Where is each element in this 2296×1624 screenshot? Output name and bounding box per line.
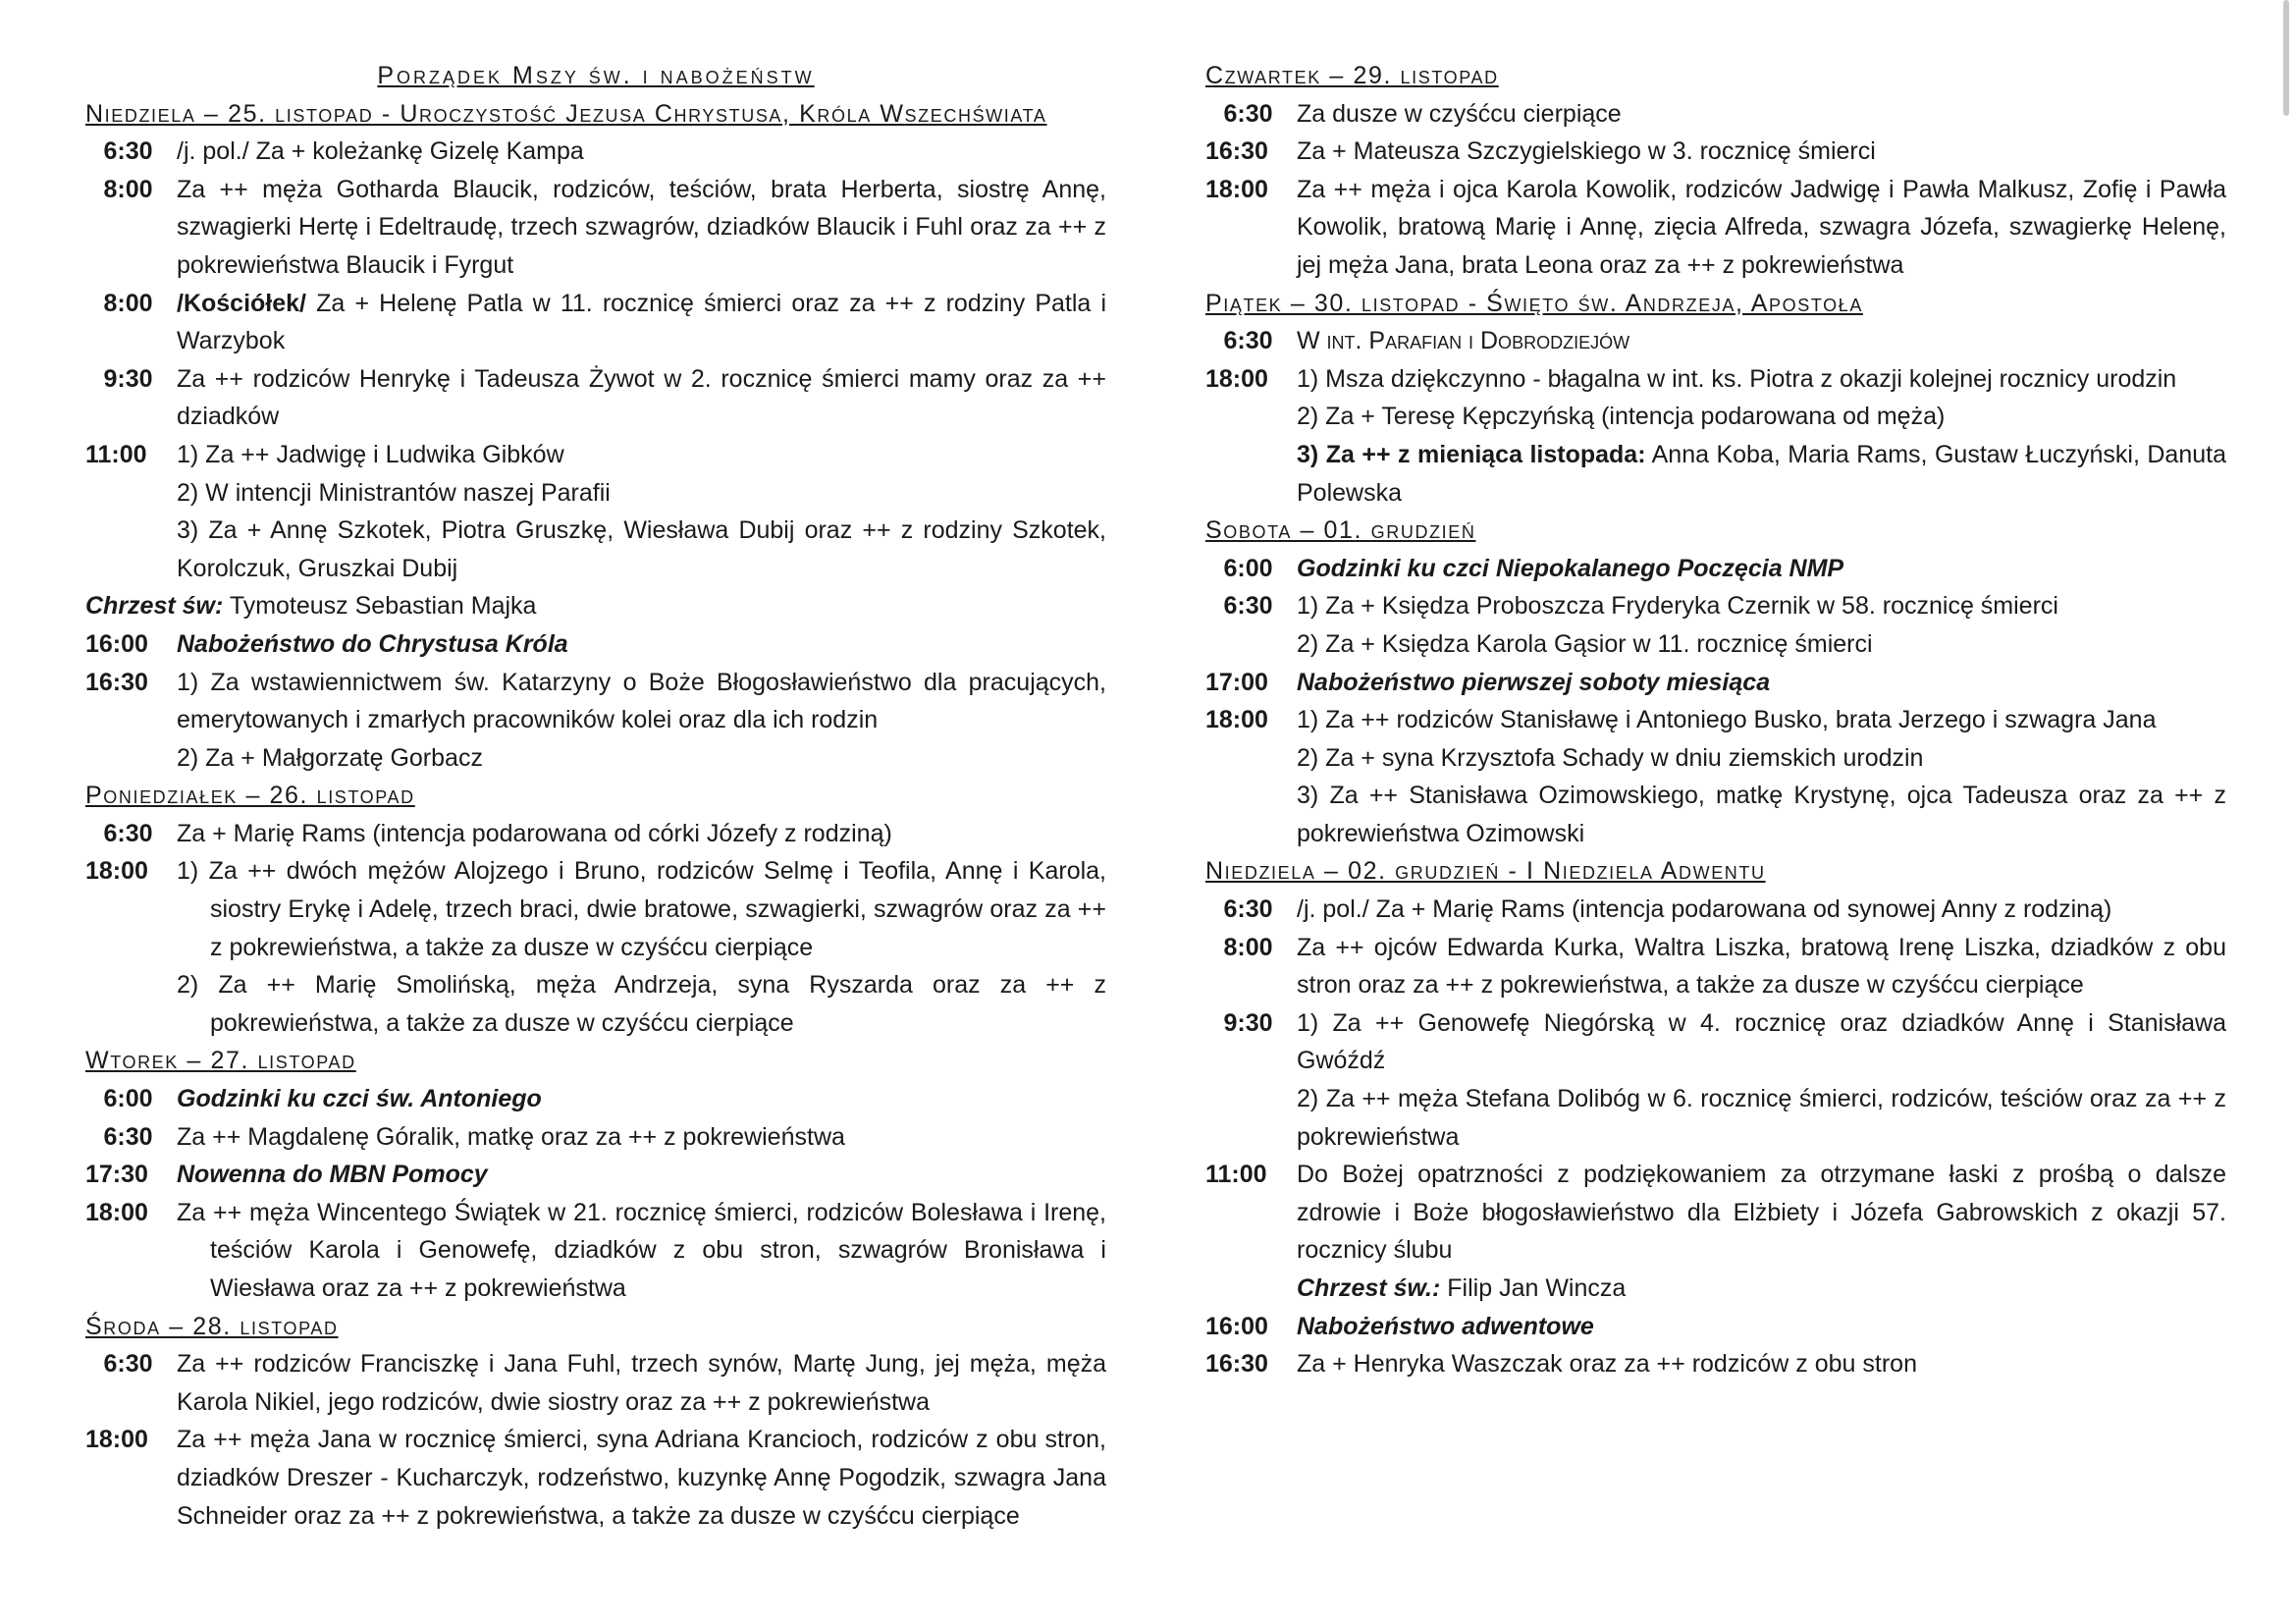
- entry-time: 8:00: [103, 175, 153, 203]
- day-heading: Niedziela – 25. listopad - Uroczystość Jezusa Chrystusa, Króla Wszechświata: [85, 99, 1047, 128]
- schedule-entry: [1205, 360, 2226, 512]
- intention: Za ++ męża i ojca Karola Kowolik, rodziców Jadwigę i Pawła Malkusz, Zofię i Pawła Kowolik, bratową Marię i Annę, zięcia Alfreda, szwagra Józefa, szwagierkę Helenę, jej męża Jana, brata Leona oraz za ++ z pokrewieństwa: [1297, 175, 2226, 279]
- entry-content: [1297, 1308, 2226, 1346]
- schedule-entry: [85, 360, 1106, 436]
- entry-time: 16:30: [85, 668, 148, 696]
- entry-time: 11:00: [1205, 1161, 1267, 1189]
- service-title: Godzinki ku czci św. Antoniego: [177, 1085, 542, 1113]
- intention: 2) Za ++ Marię Smolińską, męża Andrzeja, syna Ryszarda oraz za ++ z pokrewieństwa, a także za dusze w czyśćcu cierpiące: [177, 971, 1106, 1037]
- entry-content: [177, 1080, 1106, 1118]
- service-title: Nabożeństwo pierwszej soboty miesiąca: [1297, 668, 1771, 696]
- intention: 2) Za + Teresę Kępczyńską (intencja podarowana od męża): [1297, 403, 1946, 431]
- intention: 2) Za ++ męża Stefana Dolibóg w 6. rocznicę śmierci, rodziców, teściów oraz za ++ z pokrewieństwa: [1297, 1085, 2226, 1151]
- entry-time: 6:30: [1223, 895, 1273, 924]
- schedule-entry: [1205, 1308, 2226, 1346]
- entry-time: 11:00: [85, 440, 147, 468]
- intention: Za + Mateusza Szczygielskiego w 3. rocznicę śmierci: [1297, 137, 1876, 166]
- schedule-entry: [85, 436, 1106, 587]
- entry-content: [1297, 95, 2226, 134]
- right-column: [1205, 0, 2226, 1383]
- entry-content: [177, 171, 1106, 285]
- page-title: Porządek Mszy św. i nabożeństw: [377, 62, 815, 89]
- intention: Za ++ Magdalenę Góralik, matkę oraz za ++ z pokrewieństwa: [177, 1122, 845, 1151]
- entry-time: 6:00: [103, 1085, 153, 1113]
- schedule-entry: [85, 1156, 1106, 1194]
- intention: Za + Henryka Waszczak oraz za ++ rodziców z obu stron: [1297, 1350, 1917, 1379]
- schedule-entry: [85, 1080, 1106, 1118]
- location-label: /Kościółek/: [177, 289, 306, 317]
- intention: 1) Za ++ dwóch mężów Alojzego i Bruno, rodziców Selmę i Teofila, Annę i Karola, siostry Erykę i Adelę, trzech braci, dwie bratowe, szwagierki, szwagrów oraz za ++ z pokrewieństwa, a także za dusze w czyśćcu cierpiące: [177, 857, 1106, 961]
- schedule-entry: [85, 625, 1106, 664]
- schedule-entry: [85, 852, 1106, 1042]
- entry-time: 8:00: [1223, 933, 1273, 961]
- intention: Za ++ męża Wincentego Świątek w 21. rocznicę śmierci, rodziców Bolesława i Irenę, teściów Karola i Genowefę, dziadków z obu stron, szwagrów Bronisława i Wiesława oraz za ++ z pokrewieństwa: [177, 1198, 1106, 1302]
- entry-content: [177, 285, 1106, 360]
- service-title: Godzinki ku czci Niepokalanego Poczęcia NMP: [1297, 554, 1844, 582]
- vertical-scrollbar[interactable]: [2283, 0, 2289, 116]
- entry-content: [1297, 550, 2226, 588]
- intention: 1) Za ++ rodziców Stanisławę i Antoniego Busko, brata Jerzego i szwagra Jana: [1297, 706, 2157, 734]
- entry-content: [1297, 1156, 2226, 1307]
- baptism-label: Chrzest św.:: [1297, 1274, 1441, 1302]
- entry-time: 9:30: [103, 364, 153, 393]
- intention-text: Za + Helenę Patla w 11. rocznicę śmierci oraz za ++ z rodziny Patla i Warzybok: [177, 289, 1106, 355]
- entry-content: [1297, 701, 2226, 852]
- schedule-entry: [85, 133, 1106, 171]
- entry-content: [177, 436, 1106, 587]
- intention: [177, 285, 1106, 360]
- entry-content: [1297, 360, 2226, 512]
- entry-content: [1297, 1345, 2226, 1383]
- entry-content: [177, 1118, 1106, 1157]
- entry-content: [1297, 171, 2226, 285]
- entry-content: [177, 1345, 1106, 1421]
- service-title: Nabożeństwo do Chrystusa Króla: [177, 629, 568, 658]
- schedule-entry: [1205, 891, 2226, 929]
- intention-text: Anna Koba, Maria Rams, Gustaw Łuczyński, Danuta Polewska: [1297, 440, 2226, 507]
- day-heading: Poniedziałek – 26. listopad: [85, 782, 415, 810]
- entry-content: [1297, 929, 2226, 1004]
- baptism-label: Chrzest św:: [85, 592, 224, 621]
- left-column: [85, 0, 1106, 1535]
- schedule-entry: [85, 664, 1106, 778]
- intention: Za ++ rodziców Franciszkę i Jana Fuhl, trzech synów, Martę Jung, jej męża, męża Karola Nikiel, jego rodziców, dwie siostry oraz za ++ z pokrewieństwa: [177, 1350, 1106, 1416]
- intention: /j. pol./ Za + koleżankę Gizelę Kampa: [177, 137, 584, 166]
- schedule-entry: [1205, 587, 2226, 663]
- entry-content: [177, 625, 1106, 664]
- intention: 2) Za + syna Krzysztofa Schady w dniu ziemskich urodzin: [1297, 743, 1924, 772]
- entry-time: 6:30: [103, 1350, 153, 1379]
- intention: /j. pol./ Za + Marię Rams (intencja podarowana od synowej Anny z rodziną): [1297, 895, 2112, 924]
- entry-content: [1297, 322, 2226, 360]
- entry-time: 18:00: [85, 1198, 148, 1226]
- baptism-name: Tymoteusz Sebastian Majka: [229, 592, 537, 621]
- entry-time: 6:30: [103, 137, 153, 166]
- intention: 2) Za + Księdza Karola Gąsior w 11. rocznicę śmierci: [1297, 629, 1873, 658]
- schedule-entry: [1205, 929, 2226, 1004]
- schedule-entry: [1205, 171, 2226, 285]
- entry-content: [177, 664, 1106, 778]
- intention: W int. Parafian i Dobrodziejów: [1297, 327, 1630, 355]
- entry-content: [177, 360, 1106, 436]
- schedule-entry: [85, 171, 1106, 285]
- intention: Za + Marię Rams (intencja podarowana od córki Józefy z rodziną): [177, 819, 892, 847]
- intention: 3) Za ++ Stanisława Ozimowskiego, matkę Krystynę, ojca Tadeusza oraz za ++ z pokrewieństwa Ozimowski: [1297, 782, 2226, 847]
- right-schedule: [1205, 57, 2226, 1383]
- entry-time: 17:30: [85, 1161, 148, 1189]
- intention: 1) Za + Księdza Proboszcza Fryderyka Czernik w 58. rocznicę śmierci: [1297, 592, 2058, 621]
- schedule-entry: [1205, 1156, 2226, 1307]
- schedule-entry: [85, 1345, 1106, 1421]
- intention: Za dusze w czyśćcu cierpiące: [1297, 99, 1622, 128]
- intention-lead: 3) Za ++ z mieniąca listopada:: [1297, 440, 1646, 468]
- schedule-entry: [1205, 1345, 2226, 1383]
- entry-content: [177, 133, 1106, 171]
- intention: Za ++ rodziców Henrykę i Tadeusza Żywot w 2. rocznicę śmierci mamy oraz za ++ dziadków: [177, 364, 1106, 431]
- service-title: Nabożeństwo adwentowe: [1297, 1312, 1594, 1340]
- day-heading: Środa – 28. listopad: [85, 1312, 339, 1340]
- entry-time: 8:00: [103, 289, 153, 317]
- schedule-entry: [1205, 1004, 2226, 1156]
- schedule-entry: [1205, 322, 2226, 360]
- intention: 1) Za ++ Genowefę Niegórską w 4. rocznicę oraz dziadków Annę i Stanisława Gwóźdź: [1297, 1008, 2226, 1075]
- entry-content: [177, 1156, 1106, 1194]
- baptism-note: [85, 587, 1106, 625]
- entry-time: 6:30: [103, 819, 153, 847]
- entry-content: [1297, 891, 2226, 929]
- entry-content: [1297, 587, 2226, 663]
- entry-time: 9:30: [1223, 1008, 1273, 1037]
- entry-time: 6:00: [1223, 554, 1273, 582]
- entry-time: 17:00: [1205, 668, 1268, 696]
- left-schedule: [85, 95, 1106, 1536]
- entry-content: [177, 852, 1106, 1042]
- entry-time: 16:30: [1205, 137, 1268, 166]
- intention: Za ++ męża Gotharda Blaucik, rodziców, teściów, brata Herberta, siostrę Annę, szwagierki Hertę i Edeltraudę, trzech szwagrów, dziadków Blaucik i Fuhl oraz za ++ z pokrewieństwa Blaucik i Fyrgut: [177, 175, 1106, 279]
- day-heading: Sobota – 01. grudzień: [1205, 516, 1476, 545]
- intention: 2) W intencji Ministrantów naszej Parafii: [177, 478, 611, 507]
- day-heading: Piątek – 30. listopad - Święto św. Andrzeja, Apostoła: [1205, 289, 1863, 317]
- day-heading: Czwartek – 29. listopad: [1205, 62, 1499, 89]
- schedule-entry: [85, 1421, 1106, 1535]
- entry-time: 16:00: [1205, 1312, 1268, 1340]
- entry-content: [177, 1421, 1106, 1535]
- entry-time: 16:30: [1205, 1350, 1268, 1379]
- intention: 2) Za + Małgorzatę Gorbacz: [177, 743, 483, 772]
- schedule-entry: [1205, 95, 2226, 134]
- schedule-entry: [1205, 550, 2226, 588]
- schedule-entry: [85, 1118, 1106, 1157]
- entry-content: [1297, 1004, 2226, 1156]
- baptism-name: Filip Jan Wincza: [1447, 1274, 1627, 1302]
- entry-time: 18:00: [1205, 706, 1268, 734]
- schedule-entry: [1205, 701, 2226, 852]
- intention: [1297, 436, 2226, 512]
- entry-time: 18:00: [85, 857, 148, 886]
- entry-content: [177, 1194, 1106, 1308]
- entry-content: [177, 815, 1106, 853]
- intention: 1) Za ++ Jadwigę i Ludwika Gibków: [177, 440, 564, 468]
- intention: Za ++ ojców Edwarda Kurka, Waltra Liszka, bratową Irenę Liszka, dziadków z obu stron oraz za ++ z pokrewieństwa, a także za dusze w czyśćcu cierpiące: [1297, 933, 2226, 1000]
- schedule-entry: [1205, 664, 2226, 702]
- entry-content: [1297, 133, 2226, 171]
- intention: 1) Za wstawiennictwem św. Katarzyny o Boże Błogosławieństwo dla pracujących, emerytowanych i zmarłych pracowników kolei oraz dla ich rodzin: [177, 668, 1106, 734]
- entry-time: 6:30: [1223, 99, 1273, 128]
- schedule-entry: [85, 815, 1106, 853]
- baptism-note: [1297, 1270, 2226, 1308]
- schedule-entry: [85, 1194, 1106, 1308]
- schedule-entry: [1205, 133, 2226, 171]
- entry-time: 18:00: [85, 1426, 148, 1454]
- intention: 1) Msza dziękczynno - błagalna w int. ks. Piotra z okazji kolejnej rocznicy urodzin: [1297, 364, 2177, 393]
- entry-content: [1297, 664, 2226, 702]
- intention: Do Bożej opatrzności z podziękowaniem za otrzymane łaski z prośbą o dalsze zdrowie i Boże błogosławieństwo dla Elżbiety i Józefa Gabrowskich z okazji 57. rocznicy ślubu: [1297, 1161, 2226, 1265]
- day-heading: Niedziela – 02. grudzień - I Niedziela Adwentu: [1205, 857, 1766, 886]
- entry-time: 6:30: [1223, 592, 1273, 621]
- entry-time: 6:30: [1223, 327, 1273, 355]
- entry-time: 6:30: [103, 1122, 153, 1151]
- intention: Za ++ męża Jana w rocznicę śmierci, syna Adriana Krancioch, rodziców z obu stron, dziadków Dreszer - Kucharczyk, rodzeństwo, kuzynkę Annę Pogodzik, szwagra Jana Schneider oraz za ++ z pokrewieństwa, a także za dusze w czyśćcu cierpiące: [177, 1426, 1106, 1530]
- intention: 3) Za + Annę Szkotek, Piotra Gruszkę, Wiesława Dubij oraz ++ z rodziny Szkotek, Korolczuk, Gruszkai Dubij: [177, 516, 1106, 582]
- entry-time: 18:00: [1205, 364, 1268, 393]
- day-heading: Wtorek – 27. listopad: [85, 1047, 356, 1075]
- schedule-entry: [85, 285, 1106, 360]
- service-title: Nowenna do MBN Pomocy: [177, 1161, 488, 1189]
- entry-time: 16:00: [85, 629, 148, 658]
- entry-time: 18:00: [1205, 175, 1268, 203]
